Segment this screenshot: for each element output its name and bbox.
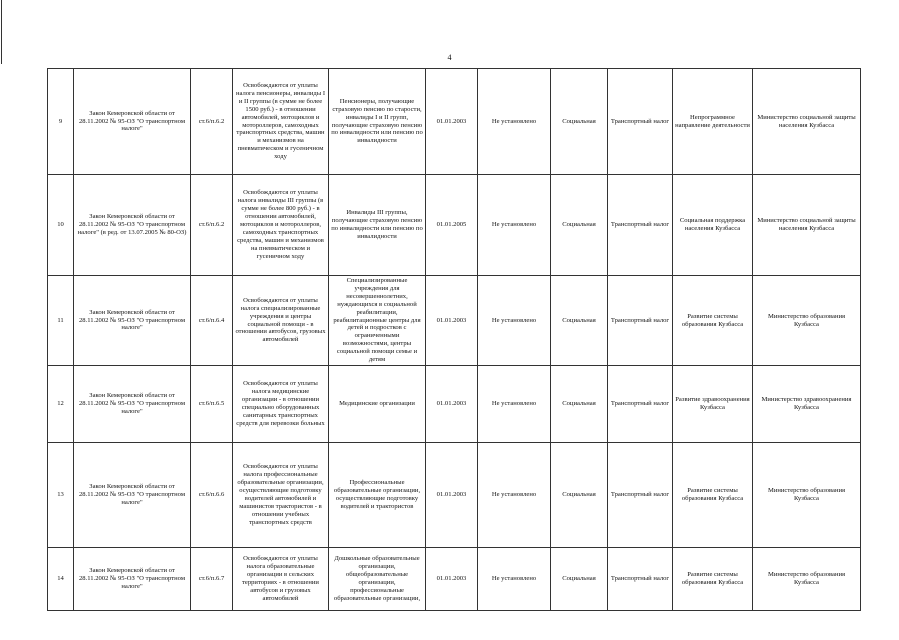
description-cell — [233, 366, 329, 443]
end-date-cell-text: Не установлено — [491, 491, 537, 499]
curator-cell-text: Министерство социальной защиты населения Кузбасса — [757, 217, 856, 232]
category-cell — [551, 366, 608, 443]
article-cell-text: ст.6/п.6.2 — [198, 221, 225, 229]
program-cell — [673, 175, 753, 276]
program-cell — [673, 69, 753, 175]
start-date-cell-text: 01.01.2005 — [436, 221, 467, 229]
category-cell — [551, 443, 608, 548]
recipients-cell — [329, 276, 426, 366]
start-date-cell — [426, 443, 478, 548]
program-cell-text: Развитие системы образования Кузбасса — [681, 312, 744, 328]
row-number-cell — [48, 366, 74, 443]
curator-cell — [753, 175, 861, 276]
category-cell — [551, 69, 608, 175]
article-cell — [191, 366, 233, 443]
curator-cell-text: Министерство социальной защиты населения Кузбасса — [757, 113, 856, 129]
row-number-cell — [48, 443, 74, 548]
start-date-cell-text: 01.01.2003 — [436, 117, 467, 125]
description-cell-text: Освобождаются от уплаты налога профессиональные образовательные организации, осуществляющие подготовку водителей автомобилей и машинистов трактористов - в отношении учебных транспортных средств — [237, 463, 324, 526]
table-row — [48, 175, 861, 276]
article-cell — [191, 443, 233, 548]
recipients-cell-text: Инвалиды III группы, получающие страховую пенсию по инвалидности или пенсию по инвалидности — [331, 209, 423, 240]
end-date-cell-text: Не установлено — [491, 400, 537, 408]
table-body — [48, 69, 861, 611]
curator-cell — [753, 366, 861, 443]
start-date-cell — [426, 548, 478, 611]
curator-cell-text: Министерство образования Кузбасса — [767, 487, 846, 502]
law-cell-text: Закон Кемеровской области от 28.11.2002 № 95-ОЗ "О транспортном налоге" — [78, 483, 186, 506]
program-cell — [673, 366, 753, 443]
curator-cell-text: Министерство образования Кузбасса — [767, 312, 846, 328]
tax-cell — [608, 175, 673, 276]
row-number-cell-text: 11 — [57, 316, 64, 324]
article-cell — [191, 276, 233, 366]
row-number-cell — [48, 276, 74, 366]
page-number: 4 — [447, 53, 452, 62]
article-cell-text: ст.6/п.6.4 — [198, 316, 225, 324]
category-cell — [551, 548, 608, 611]
description-cell-text: Освобождаются от уплаты налога медицинские организации - в отношении специально оборудованных санитарных транспортных средств для перевозки больных — [236, 380, 325, 427]
table-row — [48, 276, 861, 366]
category-cell-text: Социальная — [562, 575, 596, 583]
row-number-cell — [48, 548, 74, 611]
article-cell — [191, 69, 233, 175]
law-cell-text: Закон Кемеровской области от 28.11.2002 № 95-ОЗ "О транспортном налоге" — [78, 392, 186, 415]
program-cell-text: Развитие системы образования Кузбасса — [681, 487, 744, 502]
page-bottom-margin — [0, 625, 899, 640]
curator-cell-text: Министерство здравоохранения Кузбасса — [761, 396, 852, 411]
table-row — [48, 366, 861, 443]
category-cell-text: Социальная — [562, 491, 596, 499]
tax-cell-text: Транспортный налог — [610, 400, 670, 408]
row-number-cell-text: 12 — [57, 400, 64, 408]
article-cell — [191, 548, 233, 611]
tax-cell — [608, 548, 673, 611]
row-number-cell-text: 10 — [57, 221, 64, 229]
law-cell — [74, 548, 191, 611]
description-cell-text: Освобождаются от уплаты налога образовательные организации в сельских территориях - в отношении автобусов и грузовых автомобилей — [242, 555, 319, 602]
program-cell — [673, 276, 753, 366]
article-cell-text: ст.6/п.6.6 — [198, 491, 225, 499]
law-cell — [74, 366, 191, 443]
program-cell — [673, 443, 753, 548]
description-cell — [233, 443, 329, 548]
tax-cell — [608, 443, 673, 548]
category-cell-text: Социальная — [562, 400, 596, 408]
end-date-cell — [478, 548, 551, 611]
table-row — [48, 69, 861, 175]
recipients-cell-text: Профессиональные образовательные организации, осуществляющие подготовку водителей и трактористов — [333, 479, 421, 510]
row-number-cell-text: 14 — [57, 575, 64, 583]
program-cell-text: Развитие здравоохранения Кузбасса — [675, 396, 750, 411]
row-number-cell — [48, 69, 74, 175]
law-cell-text: Закон Кемеровской области от 28.11.2002 № 95-ОЗ "О транспортном налоге" (в ред. от 13.07.2005 № 80-ОЗ) — [77, 213, 187, 236]
tax-benefits-table — [47, 68, 861, 611]
recipients-cell — [329, 443, 426, 548]
table-row — [48, 443, 861, 548]
recipients-cell — [329, 175, 426, 276]
law-cell — [74, 175, 191, 276]
category-cell-text: Социальная — [562, 117, 596, 125]
table-row — [48, 548, 861, 611]
end-date-cell — [478, 69, 551, 175]
recipients-cell-text: Пенсионеры, получающие страховую пенсию по старости, инвалиды I и II групп, получающие страховую пенсию по инвалидности или пенсию по инвалидности — [331, 97, 423, 145]
description-cell — [233, 175, 329, 276]
law-cell-text: Закон Кемеровской области от 28.11.2002 № 95-ОЗ "О транспортном налоге" — [78, 109, 186, 133]
description-cell-text: Освобождаются от уплаты налога специализированные учреждения и центры социальной помощи - в отношении автобусов, грузовых автомобилей — [235, 296, 326, 344]
law-cell — [74, 69, 191, 175]
law-cell-text: Закон Кемеровской области от 28.11.2002 № 95-ОЗ "О транспортном налоге" — [78, 567, 186, 590]
start-date-cell-text: 01.01.2003 — [436, 316, 467, 324]
start-date-cell-text: 01.01.2003 — [436, 400, 467, 408]
recipients-cell — [329, 69, 426, 175]
end-date-cell-text: Не установлено — [491, 316, 537, 324]
article-cell-text: ст.6/п.6.7 — [198, 575, 225, 583]
row-number-cell — [48, 175, 74, 276]
tax-cell — [608, 69, 673, 175]
program-cell-text: Социальная поддержка населения Кузбасса — [679, 217, 746, 232]
program-cell — [673, 548, 753, 611]
curator-cell — [753, 276, 861, 366]
article-cell — [191, 175, 233, 276]
description-cell — [233, 276, 329, 366]
start-date-cell-text: 01.01.2003 — [436, 575, 467, 583]
tax-cell-text: Транспортный налог — [610, 491, 670, 499]
program-cell-text: Развитие системы образования Кузбасса — [681, 571, 744, 586]
description-cell — [233, 548, 329, 611]
description-cell-text: Освобождаются от уплаты налога инвалиды III группы (в сумме не более 800 руб.) - в отношении автомобилей, мотоциклов и мотороллеров, самоходных транспортных средства, машин и механизмов на пневматическом и гусеничном ходу — [237, 189, 324, 260]
category-cell-text: Социальная — [562, 316, 596, 324]
category-cell-text: Социальная — [562, 221, 596, 229]
category-cell — [551, 276, 608, 366]
end-date-cell-text: Не установлено — [491, 221, 537, 229]
start-date-cell-text: 01.01.2003 — [436, 491, 467, 499]
curator-cell — [753, 548, 861, 611]
tax-cell — [608, 366, 673, 443]
tax-cell-text: Транспортный налог — [610, 575, 670, 583]
recipients-cell — [329, 366, 426, 443]
tax-cell-text: Транспортный налог — [610, 316, 670, 324]
row-number-cell-text: 9 — [58, 117, 63, 125]
recipients-cell-text: Дошкольные образовательные организации, общеобразовательные организации, профессиональные образовательные организации, — [333, 555, 421, 602]
law-cell — [74, 443, 191, 548]
article-cell-text: ст.6/п.6.5 — [198, 400, 225, 408]
end-date-cell-text: Не установлено — [491, 117, 537, 125]
end-date-cell — [478, 443, 551, 548]
law-cell — [74, 276, 191, 366]
end-date-cell — [478, 366, 551, 443]
start-date-cell — [426, 366, 478, 443]
description-cell-text: Освобождаются от уплаты налога пенсионеры, инвалиды I и II группы (в сумме не более 1500 руб.) - в отношении автомобилей, мотоциклов и мотороллеров, самоходных транспортных средства, машин и механизмов на пневматическом и гусеничном ходу — [235, 81, 326, 161]
description-cell — [233, 69, 329, 175]
curator-cell — [753, 69, 861, 175]
program-cell-text: Непрограммное направление деятельности — [675, 113, 750, 129]
row-number-cell-text: 13 — [57, 491, 64, 499]
curator-cell-text: Министерство образования Кузбасса — [767, 571, 846, 586]
tax-cell — [608, 276, 673, 366]
tax-cell-text: Транспортный налог — [610, 117, 670, 125]
recipients-cell-text: Специализированные учреждения для несовершеннолетних, нуждающихся в социальной реабилитации, реабилитационные центры для детей и подростков с ограниченными возможностями, центры социальной помощи семье и детям — [333, 277, 421, 364]
end-date-cell — [478, 276, 551, 366]
recipients-cell — [329, 548, 426, 611]
end-date-cell-text: Не установлено — [491, 575, 537, 583]
article-cell-text: ст.6/п.6.2 — [198, 117, 225, 125]
tax-cell-text: Транспортный налог — [610, 221, 670, 229]
curator-cell — [753, 443, 861, 548]
end-date-cell — [478, 175, 551, 276]
start-date-cell — [426, 69, 478, 175]
start-date-cell — [426, 175, 478, 276]
start-date-cell — [426, 276, 478, 366]
category-cell — [551, 175, 608, 276]
law-cell-text: Закон Кемеровской области от 28.11.2002 № 95-ОЗ "О транспортном налоге" — [78, 308, 186, 332]
recipients-cell-text: Медицинские организации — [339, 400, 415, 408]
